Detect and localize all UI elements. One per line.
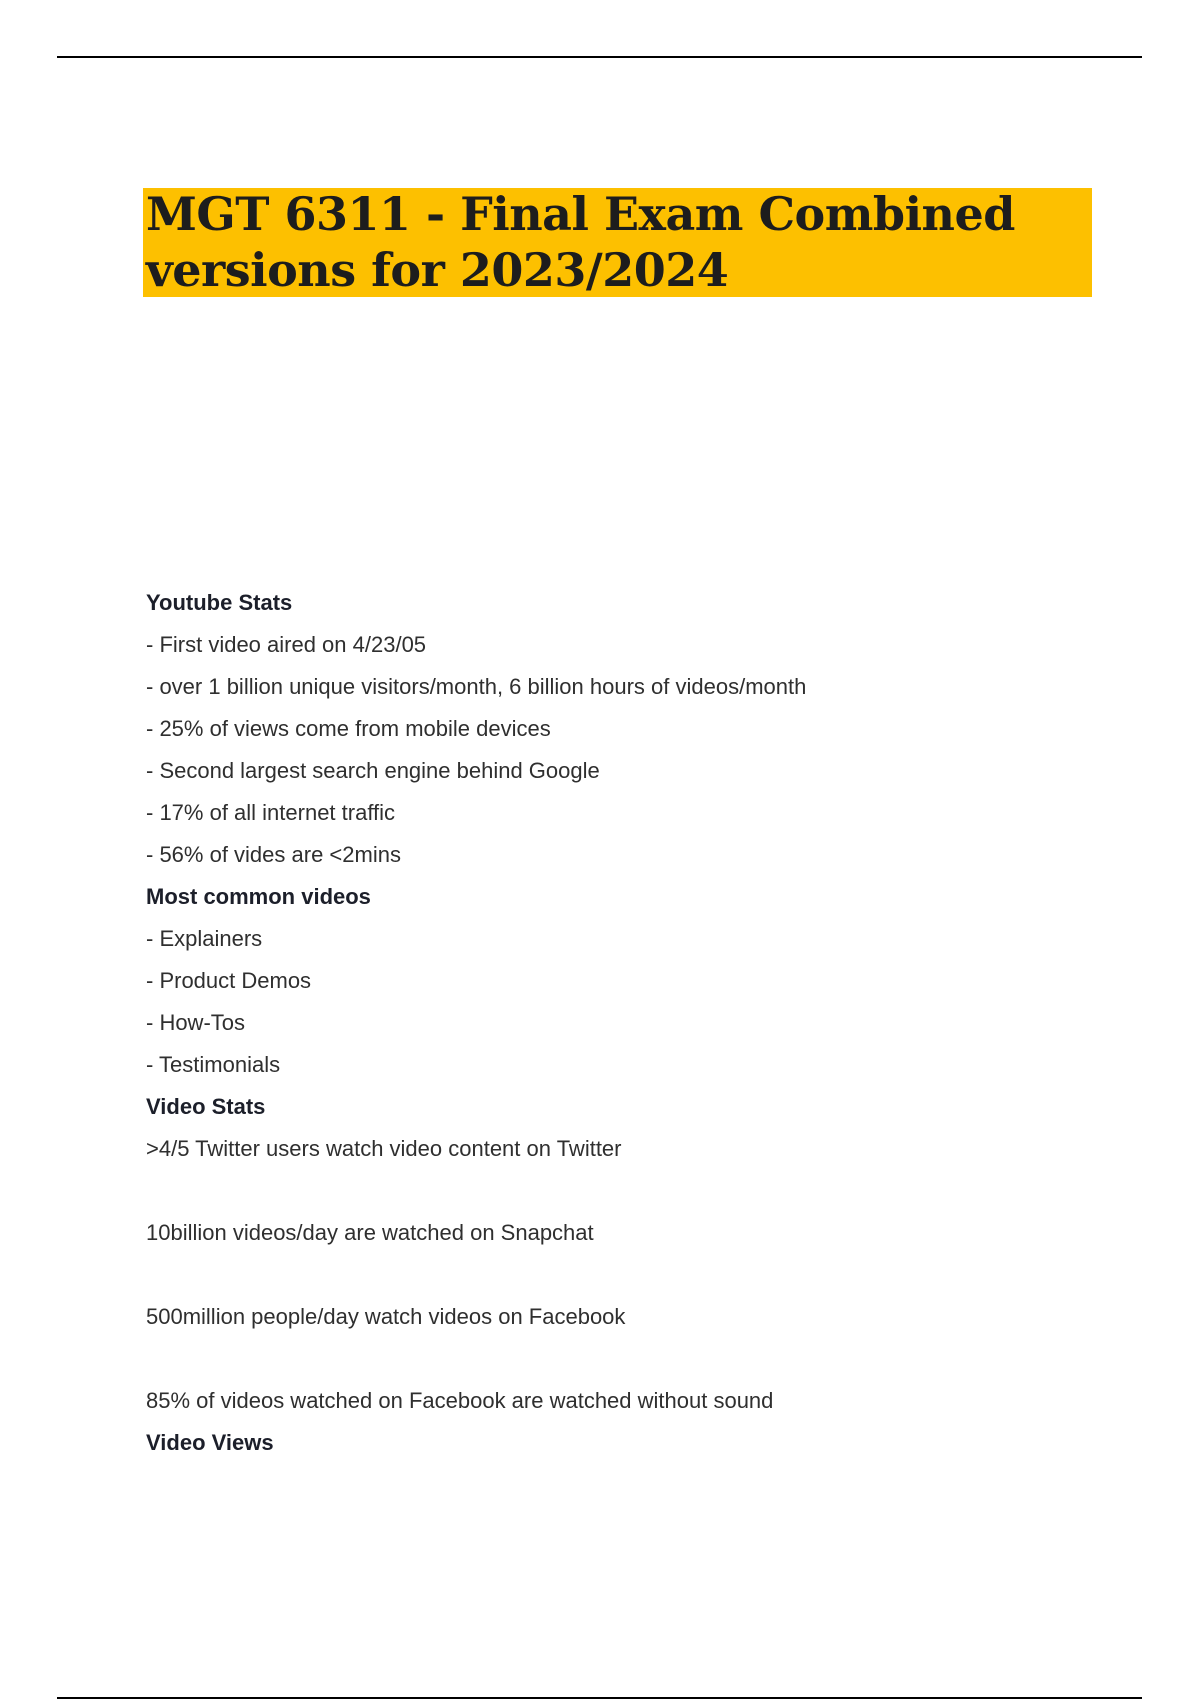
- document-title: MGT 6311 - Final Exam Combined versions for 2023/2024: [146, 187, 1015, 297]
- section-heading-youtube-stats: Youtube Stats: [146, 590, 293, 615]
- list-item: - 25% of views come from mobile devices: [146, 716, 551, 741]
- section-heading-video-stats: Video Stats: [146, 1094, 266, 1119]
- stat-paragraph: 500million people/day watch videos on Facebook: [146, 1304, 626, 1329]
- top-rule: [57, 56, 1142, 58]
- bottom-rule: [57, 1697, 1142, 1699]
- list-item: - Explainers: [146, 926, 263, 951]
- stat-paragraph: 10billion videos/day are watched on Snapchat: [146, 1220, 594, 1245]
- section-heading-video-views: Video Views: [146, 1430, 274, 1455]
- list-item: - 56% of vides are <2mins: [146, 842, 401, 867]
- list-item: - 17% of all internet traffic: [146, 800, 396, 825]
- document-body: [146, 583, 1096, 1465]
- list-item: - Product Demos: [146, 968, 312, 993]
- list-item: - over 1 billion unique visitors/month, 6 billion hours of videos/month: [146, 674, 807, 699]
- list-item: - Testimonials: [146, 1052, 281, 1077]
- stat-paragraph: >4/5 Twitter users watch video content on Twitter: [146, 1136, 622, 1161]
- list-item: - Second largest search engine behind Google: [146, 758, 600, 783]
- section-heading-most-common-videos: Most common videos: [146, 884, 371, 909]
- list-item: - First video aired on 4/23/05: [146, 632, 427, 657]
- stat-paragraph: 85% of videos watched on Facebook are watched without sound: [146, 1388, 774, 1413]
- list-item: - How-Tos: [146, 1010, 246, 1035]
